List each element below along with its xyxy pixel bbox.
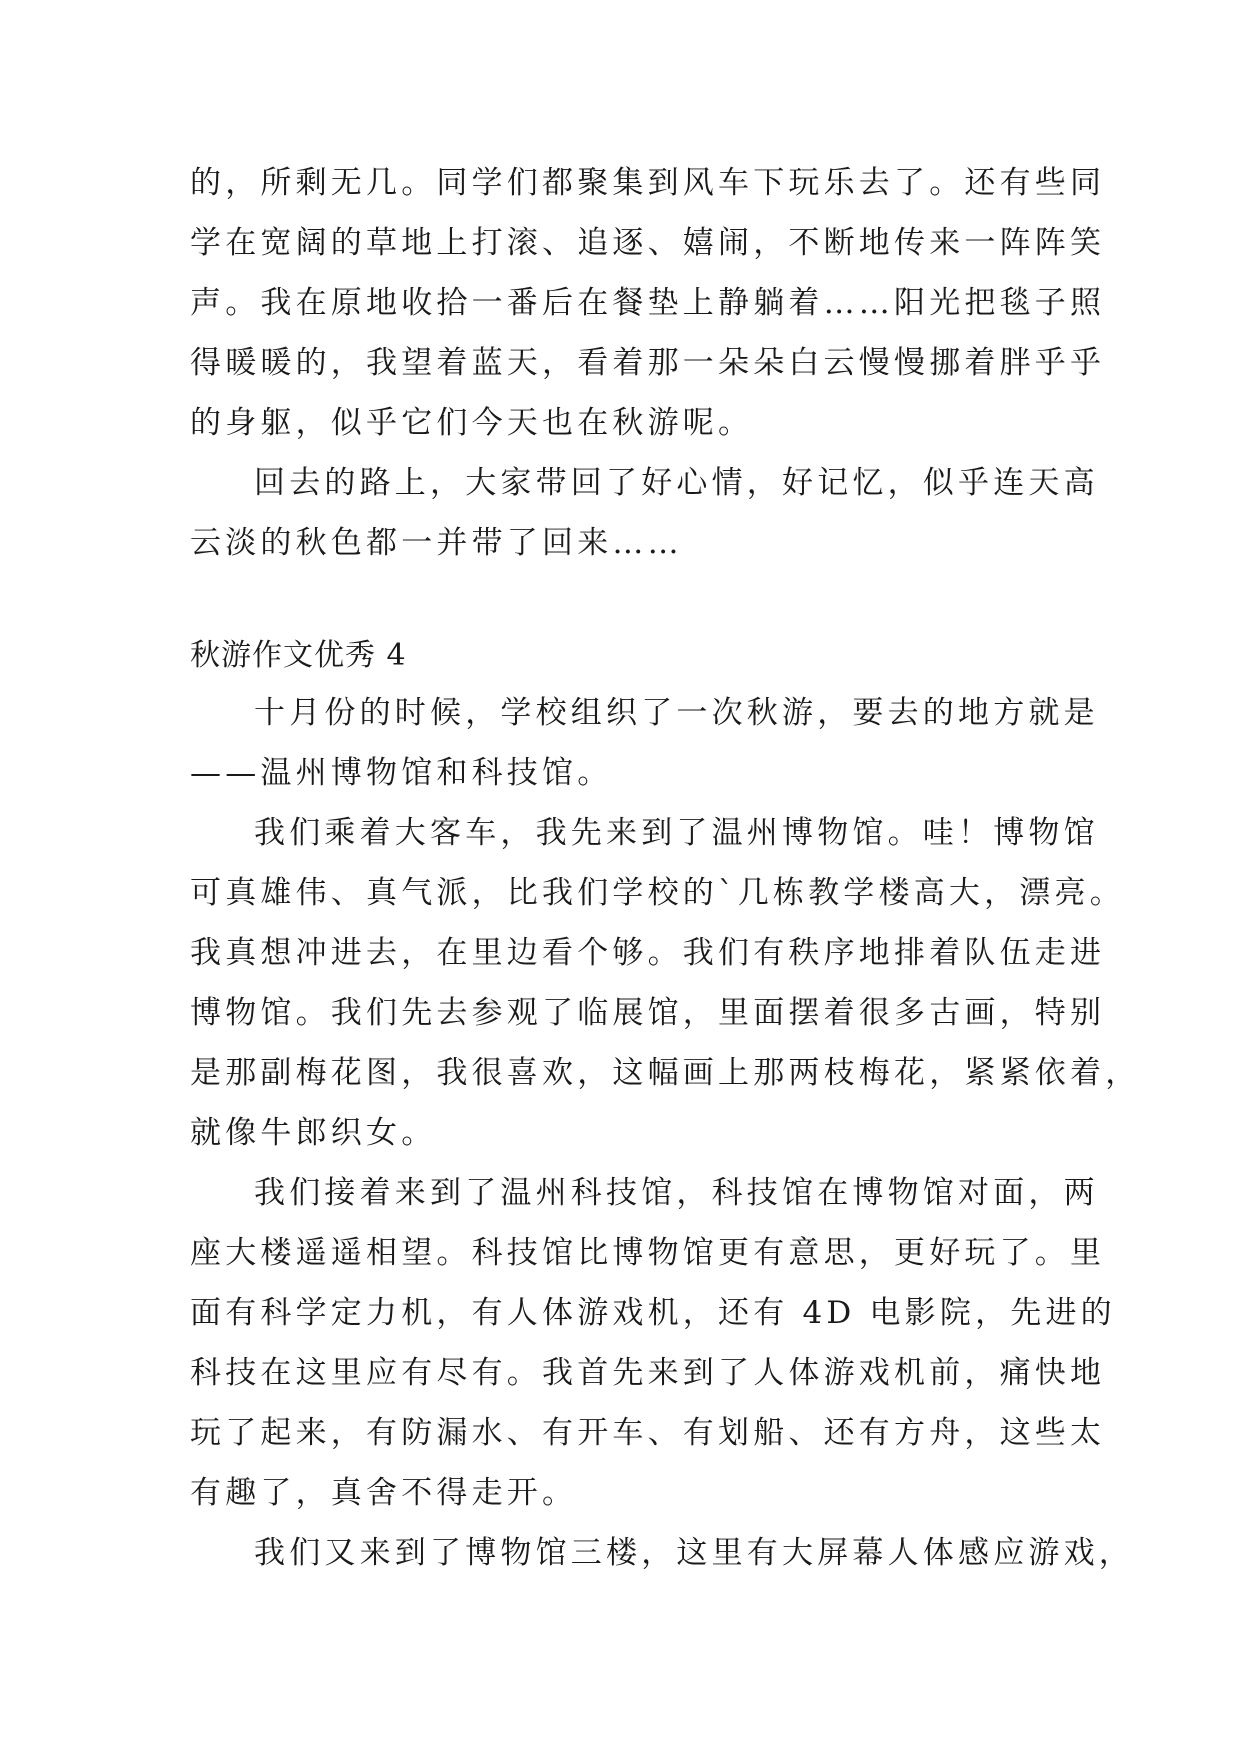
text-line: 有趣了，真舍不得走开。 [190, 1475, 578, 1511]
text-line: 面有科学定力机，有人体游戏机，还有 4D 电影院，先进的 [190, 1295, 1116, 1331]
text-line: 我真想冲进去，在里边看个够。我们有秩序地排着队伍走进 [190, 935, 1106, 971]
text-line: 科技在这里应有尽有。我首先来到了人体游戏机前，痛快地 [190, 1355, 1106, 1391]
text-line: 是那副梅花图，我很喜欢，这幅画上那两枝梅花，紧紧依着， [190, 1055, 1141, 1091]
text-line: 的身躯，似乎它们今天也在秋游呢。 [190, 405, 754, 441]
text-line: 我们又来到了博物馆三楼，这里有大屏幕人体感应游戏， [254, 1535, 1134, 1571]
text-line: 座大楼遥遥相望。科技馆比博物馆更有意思，更好玩了。里 [190, 1235, 1106, 1271]
text-line: 云淡的秋色都一并带了回来…… [190, 525, 683, 561]
text-line: 学在宽阔的草地上打滚、追逐、嬉闹，不断地传来一阵阵笑 [190, 225, 1106, 261]
text-line: 我们接着来到了温州科技馆，科技馆在博物馆对面，两 [254, 1175, 1099, 1211]
text-line: ——温州博物馆和科技馆。 [190, 755, 613, 791]
text-line: 的，所剩无几。同学们都聚集到风车下玩乐去了。还有些同 [190, 165, 1106, 201]
text-line: 玩了起来，有防漏水、有开车、有划船、还有方舟，这些太 [190, 1415, 1106, 1451]
section-heading: 秋游作文优秀 4 [190, 638, 407, 673]
text-line: 得暖暖的，我望着蓝天，看着那一朵朵白云慢慢挪着胖乎乎 [190, 345, 1106, 381]
text-line: 十月份的时候，学校组织了一次秋游，要去的地方就是 [254, 695, 1099, 731]
text-line: 我们乘着大客车，我先来到了温州博物馆。哇！博物馆 [254, 815, 1099, 851]
text-line: 博物馆。我们先去参观了临展馆，里面摆着很多古画，特别 [190, 995, 1106, 1031]
text-line: 声。我在原地收拾一番后在餐垫上静躺着……阳光把毯子照 [190, 285, 1106, 321]
text-line: 回去的路上，大家带回了好心情，好记忆，似乎连天高 [254, 465, 1099, 501]
text-line: 就像牛郎织女。 [190, 1115, 437, 1151]
text-line: 可真雄伟、真气派，比我们学校的`几栋教学楼高大，漂亮。 [190, 875, 1125, 911]
